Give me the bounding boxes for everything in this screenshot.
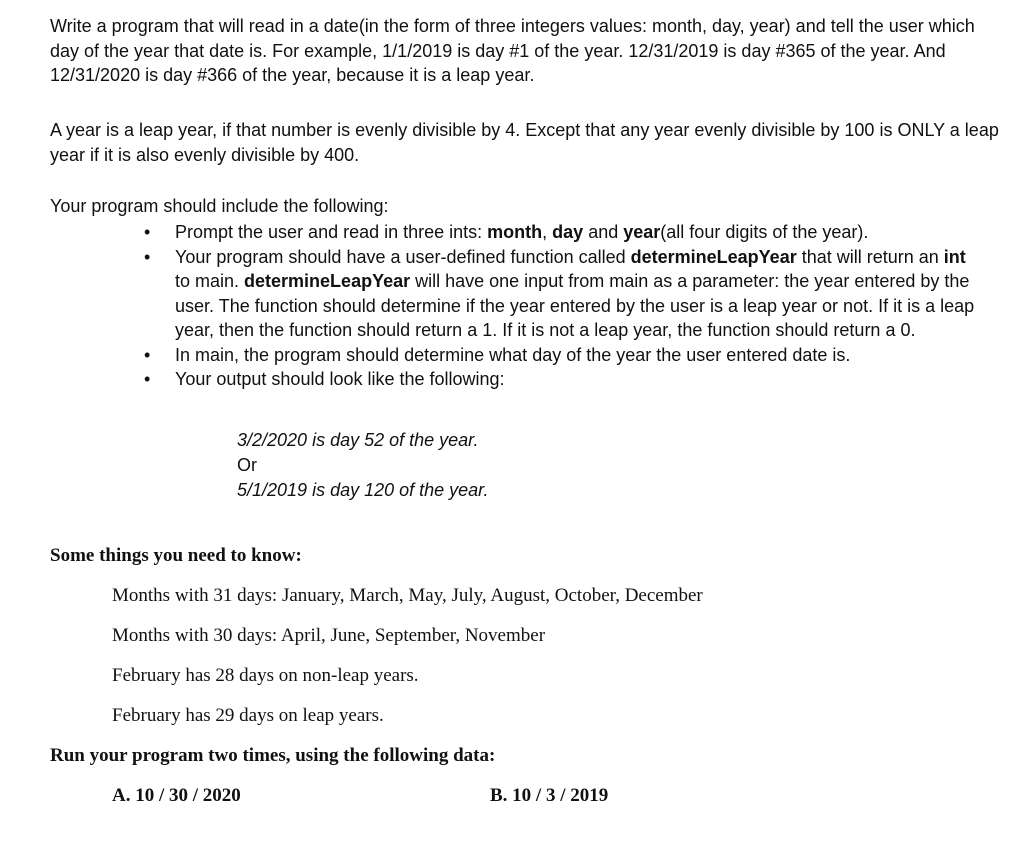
- keyword-year: year: [623, 222, 661, 242]
- requirement-text: ,: [542, 222, 553, 242]
- bullet-marker: •: [144, 344, 151, 365]
- run-instructions-heading: Run your program two times, using the following data:: [50, 745, 496, 766]
- requirements-heading: Your program should include the following:: [50, 196, 389, 216]
- keyword-month: month: [487, 222, 543, 242]
- keyword-day: day: [552, 222, 584, 242]
- requirement-main-day: [144, 343, 975, 368]
- requirements-list: [144, 220, 975, 392]
- intro-paragraph: Write a program that will read in a date(in the form of three integers values: month, day, year) and tell the user which day of the year that date is. For example, 1/1/2019 is day #1 of the year. 12/31/2019 is day #365 of the year. And 12/31/2020 is day #366 of the year, because it is a leap year.: [50, 16, 975, 85]
- keyword-int: int: [943, 246, 966, 267]
- requirement-read-ints: [144, 220, 975, 245]
- bullet-marker: •: [144, 222, 151, 242]
- requirement-text: Your output should look like the following:: [175, 369, 505, 389]
- requirement-text: will have one input from main as a parameter: the year entered by the user. The function should determine if the year entered by the user is a leap year or not. If it is a leap year, then the function should return a 1. If it is not a leap year, the function should return a 0.: [175, 271, 975, 340]
- leap-year-rule-paragraph: A year is a leap year, if that number is evenly divisible by 4. Except that any year evenly divisible by 100 is ONLY a leap year if it is also evenly divisible by 400.: [50, 120, 999, 165]
- requirement-output-format: [144, 367, 975, 392]
- requirement-text: In main, the program should determine what day of the year the user entered date is.: [175, 344, 851, 365]
- fact-31-day-months: Months with 31 days: January, March, May, July, August, October, December: [112, 585, 703, 606]
- test-data-a: A. 10 / 30 / 2020: [112, 785, 241, 806]
- requirement-text: to main.: [175, 271, 245, 291]
- output-examples: [237, 428, 489, 503]
- output-example-1: 3/2/2020 is day 52 of the year.: [237, 430, 479, 450]
- output-example-2: 5/1/2019 is day 120 of the year.: [237, 480, 489, 500]
- keyword-function-name: determineLeapYear: [630, 246, 797, 267]
- requirement-leap-function: [144, 245, 975, 343]
- test-data-b: B. 10 / 3 / 2019: [490, 785, 609, 806]
- requirement-text: that will return an: [796, 246, 944, 267]
- things-to-know-heading: Some things you need to know:: [50, 545, 302, 566]
- bullet-marker: •: [144, 246, 151, 267]
- fact-30-day-months: Months with 30 days: April, June, September, November: [112, 625, 546, 646]
- requirement-text: Prompt the user and read in three ints:: [175, 222, 488, 242]
- fact-february-non-leap: February has 28 days on non-leap years.: [112, 665, 419, 686]
- output-example-separator: Or: [237, 455, 257, 475]
- requirement-text: (all four digits of the year).: [660, 222, 869, 242]
- fact-february-leap: February has 29 days on leap years.: [112, 705, 384, 726]
- bullet-marker: •: [144, 369, 151, 389]
- requirement-text: Your program should have a user-defined function called: [175, 246, 631, 267]
- keyword-function-name: determineLeapYear: [244, 271, 411, 291]
- requirement-text: and: [583, 222, 624, 242]
